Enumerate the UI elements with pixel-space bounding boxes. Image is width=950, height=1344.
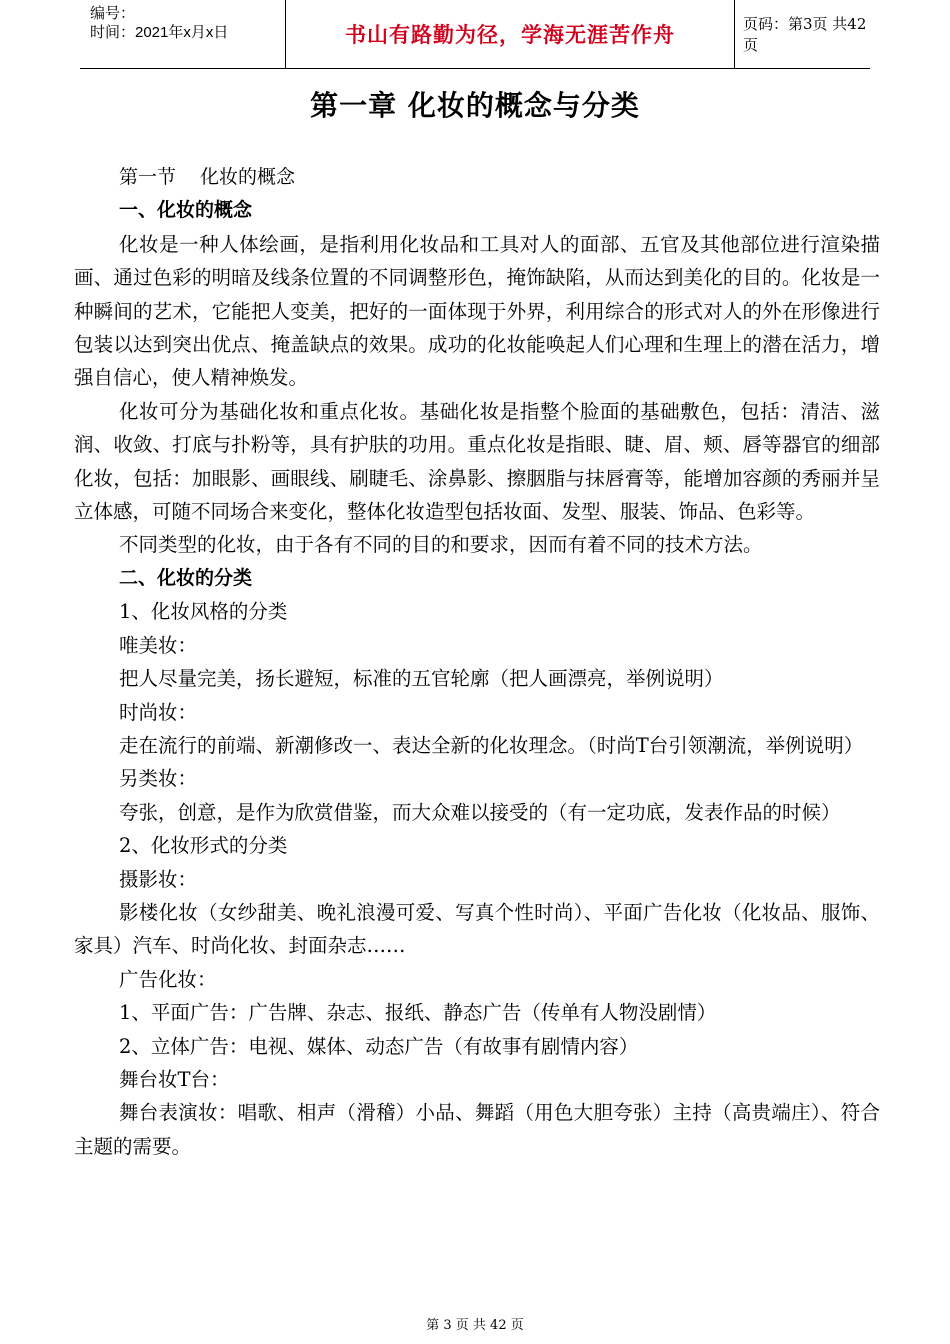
page-footer: 第 3 页 共 42 页: [426, 1318, 524, 1333]
paragraph: 化妆是一种人体绘画，是指利用化妆品和工具对人的面部、五官及其他部位进行渲染描画、通过色彩的明暗及线条位置的不同调整形色，掩饰缺陷，从而达到美化的目的。化妆是一种瞬间的艺术，它能把人变美，把好的一面体现于外界，利用综合的形式对人的外在形像进行包装以达到突出优点、掩盖缺点的效果。成功的化妆能唤起人们心理和生理上的潜在活力，增强自信心，使人精神焕发。: [74, 232, 880, 390]
item-text: 夸张，创意，是作为欣赏借鉴，而大众难以接受的（有一定功底，发表作品的时候）: [119, 800, 841, 824]
item-text: 把人尽量完美，扬长避短，标准的五官轮廓（把人画漂亮，举例说明）: [119, 667, 724, 691]
document-body: [74, 161, 880, 1163]
motto: 书山有路勤为径，学海无涯苦作舟: [345, 22, 675, 47]
item-label: 另类妆：: [119, 767, 198, 791]
page-info: 页码：第3页 共42页: [743, 15, 867, 54]
header-motto-cell: [285, 0, 735, 68]
page-header: [80, 0, 870, 69]
subheading: 2、化妆形式的分类: [119, 834, 288, 858]
item-label: 广告化妆：: [119, 967, 217, 991]
item-text: 影楼化妆（女纱甜美、晚礼浪漫可爱、写真个性时尚）、平面广告化妆（化妆品、服饰、家具）汽车、时尚化妆、封面杂志……: [74, 900, 880, 958]
heading-classification: 二、化妆的分类: [119, 566, 253, 589]
header-page-info: [735, 0, 870, 68]
heading-concept: 一、化妆的概念: [119, 199, 253, 222]
item-text: 舞台表演妆：唱歌、相声（滑稽）小品、舞蹈（用色大胆夸张）主持（高贵端庄）、符合主题的需要。: [74, 1101, 880, 1158]
section-title: [74, 161, 880, 194]
item-text: 2、立体广告：电视、媒体、动态广告（有故事有剧情内容）: [119, 1034, 639, 1058]
section-name: 化妆的概念: [200, 166, 296, 188]
item-text: 走在流行的前端、新潮修改一、表达全新的化妆理念。（时尚T台引领潮流，举例说明）: [119, 733, 864, 757]
paragraph: 化妆可分为基础化妆和重点化妆。基础化妆是指整个脸面的基础敷色，包括：清洁、滋润、收敛、打底与扑粉等，具有护肤的功用。重点化妆是指眼、睫、眉、颊、唇等器官的细部化妆，包括：加眼影、画眼线、刷睫毛、涂鼻影、擦胭脂与抹唇膏等，能增加容颜的秀丽并呈立体感，可随不同场合来变化，整体化妆造型包括妆面、发型、服装、饰品、色彩等。: [74, 399, 880, 524]
number-label: 编号：: [90, 5, 136, 22]
paragraph: 不同类型的化妆，由于各有不同的目的和要求，因而有着不同的技术方法。: [119, 533, 763, 557]
item-text: 1、平面广告：广告牌、杂志、报纸、静态广告（传单有人物没剧情）: [119, 1001, 717, 1025]
item-label: 舞台妆T台：: [119, 1067, 230, 1091]
header-meta: [80, 0, 285, 68]
item-label: 摄影妆：: [119, 867, 198, 891]
chapter-title: 第一章 化妆的概念与分类: [310, 89, 640, 122]
section-number: 第一节: [119, 166, 177, 188]
time-line: 时间：2021年x月x日: [90, 24, 229, 41]
item-label: 唯美妆：: [119, 633, 198, 657]
subheading: 1、化妆风格的分类: [119, 600, 288, 624]
item-label: 时尚妆：: [119, 700, 198, 724]
